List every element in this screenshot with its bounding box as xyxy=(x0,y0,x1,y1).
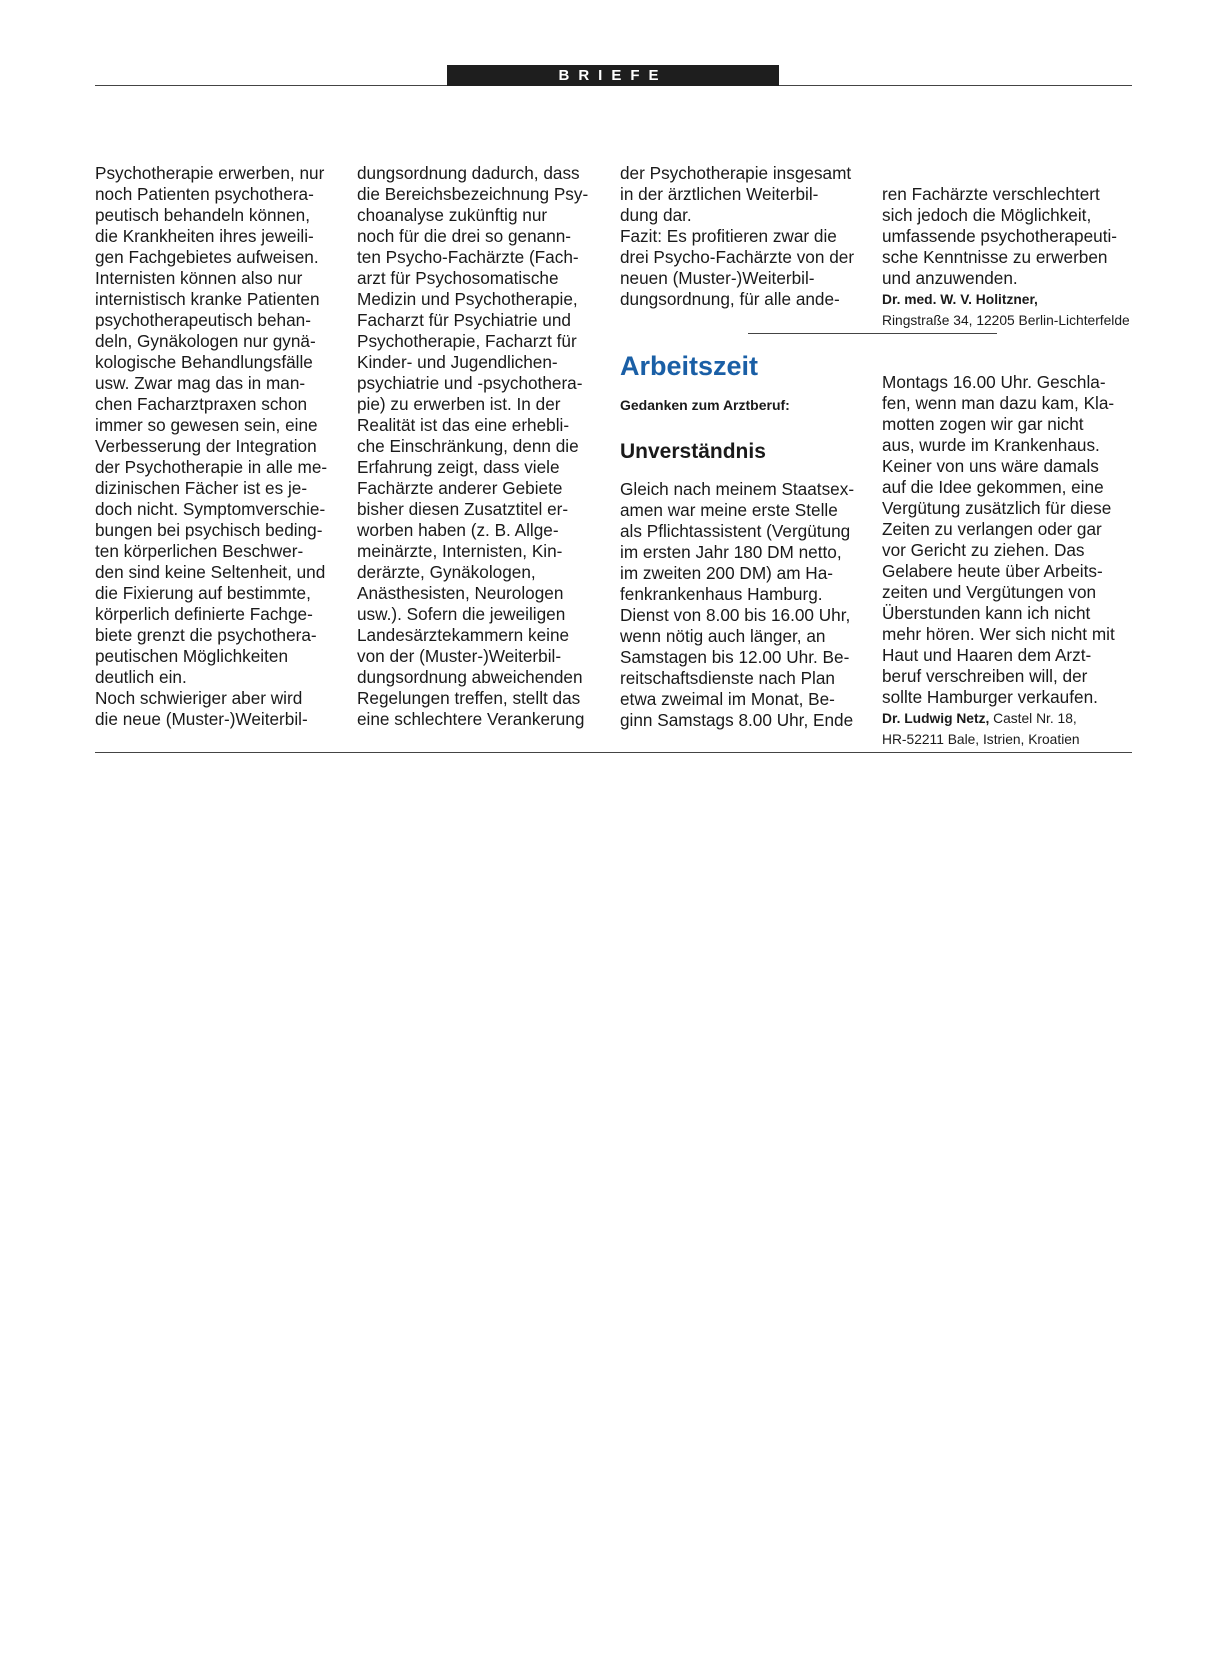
letter2-signature xyxy=(882,708,1131,750)
letter1-author: Dr. med. W. V. Holitzner, xyxy=(882,292,1038,307)
letter-separator xyxy=(748,333,997,334)
letter1-address: Ringstraße 34, 12205 Berlin-Lichterfelde xyxy=(882,313,1130,328)
letter2-headline: Arbeitszeit xyxy=(620,351,759,381)
letter1-column-4-text: ren Fachärzte verschlechtert sich jedoch die Möglichkeit, umfassende psychotherapeuti- sche Kenntnisse zu erwerben und anzuwenden. xyxy=(882,184,1118,288)
letter2-column-right-text: Montags 16.00 Uhr. Geschla- fen, wenn man dazu kam, Kla- motten zogen wir gar nicht aus, wurde im Krankenhaus. Keiner von uns wäre damals auf die Idee gekommen, eine Vergütung zusätzlich für diese Zeiten zu verlangen oder gar vor Gericht zu ziehen. Das Gelabere heute über Arbeits- zeiten und Vergütungen von Überstunden kann ich nicht mehr hören. Wer sich nicht mit Haut und Haaren dem Arzt- beruf verschreiben will, der sollte Hamburger verkaufen. xyxy=(882,372,1115,707)
letter1-signature xyxy=(882,289,1131,331)
letter2-subhead: Unverständnis xyxy=(620,440,766,463)
letter2-column-right xyxy=(882,351,1131,771)
letter2-kicker: Gedanken zum Arztberuf: xyxy=(620,397,790,413)
letter1-column-1: Psychotherapie erwerben, nur noch Patienten psychothera- peutisch behandeln können, die Krankheiten ihres jeweili- gen Fachgebietes aufweisen. Internisten können also nur internistisch kranke Patienten psychotherapeutisch behan- deln, Gynäkologen nur gynä- kologische Behandlungsfälle usw. Zwar mag das in man- chen Facharztpraxen schon immer so gewesen sein, eine Verbesserung der Integration der Psychotherapie in alle me- dizinischen Fächer ist es je- doch nicht. Symptomverschie- bungen bei psychisch beding- ten körperlichen Beschwer- den sind keine Seltenheit, und die Fixierung auf bestimmte, körperlich definierte Fachge- biete grenzt die psychothera- peutischen Möglichkeiten deutlich ein. Noch schwieriger aber wird die neue (Muster-)Weiterbil- xyxy=(95,163,328,729)
letter2-author: Dr. Ludwig Netz, xyxy=(882,711,990,726)
letter2-address-line1: Castel Nr. 18, xyxy=(989,711,1077,726)
letter2-address-line2: HR-52211 Bale, Istrien, Kroatien xyxy=(882,732,1080,747)
section-label: BRIEFE xyxy=(447,65,779,86)
letter1-column-3: der Psychotherapie insgesamt in der ärztlichen Weiterbil- dung dar. Fazit: Es profitieren zwar die drei Psycho-Fachärzte von der neuen (Muster-)Weiterbil- dungsordnung, für alle ande- xyxy=(620,163,855,309)
letter1-column-4 xyxy=(882,163,1131,352)
bottom-rule xyxy=(95,752,1132,753)
letter1-column-2: dungsordnung dadurch, dass die Bereichsbezeichnung Psy- choanalyse zukünftig nur noch für die drei so genann- ten Psycho-Fachärzte (Fach- arzt für Psychosomatische Medizin und Psychotherapie, Facharzt für Psychiatrie und Psychotherapie, Facharzt für Kinder- und Jugendlichen- psychiatrie und -psychothera- pie) zu erwerben ist. In der Realität ist das eine erhebli- che Einschränkung, denn die Erfahrung zeigt, dass viele Fachärzte anderer Gebiete bisher diesen Zusatztitel er- worben haben (z. B. Allge- meinärzte, Internisten, Kin- derärzte, Gynäkologen, Anästhesisten, Neurologen usw.). Sofern die jeweiligen Landesärztekammern keine von der (Muster-)Weiterbil- dungsordnung abweichenden Regelungen treffen, stellt das eine schlechtere Verankerung xyxy=(357,163,589,729)
letter2-column-left: Gleich nach meinem Staatsex- amen war meine erste Stelle als Pflichtassistent (Vergütung im ersten Jahr 180 DM netto, im zweiten 200 DM) am Ha- fenkrankenhaus Hamburg. Dienst von 8.00 bis 16.00 Uhr, wenn nötig auch länger, an Samstagen bis 12.00 Uhr. Be- reitschaftsdienste nach Plan etwa zweimal im Monat, Be- ginn Samstags 8.00 Uhr, Ende xyxy=(620,479,855,730)
